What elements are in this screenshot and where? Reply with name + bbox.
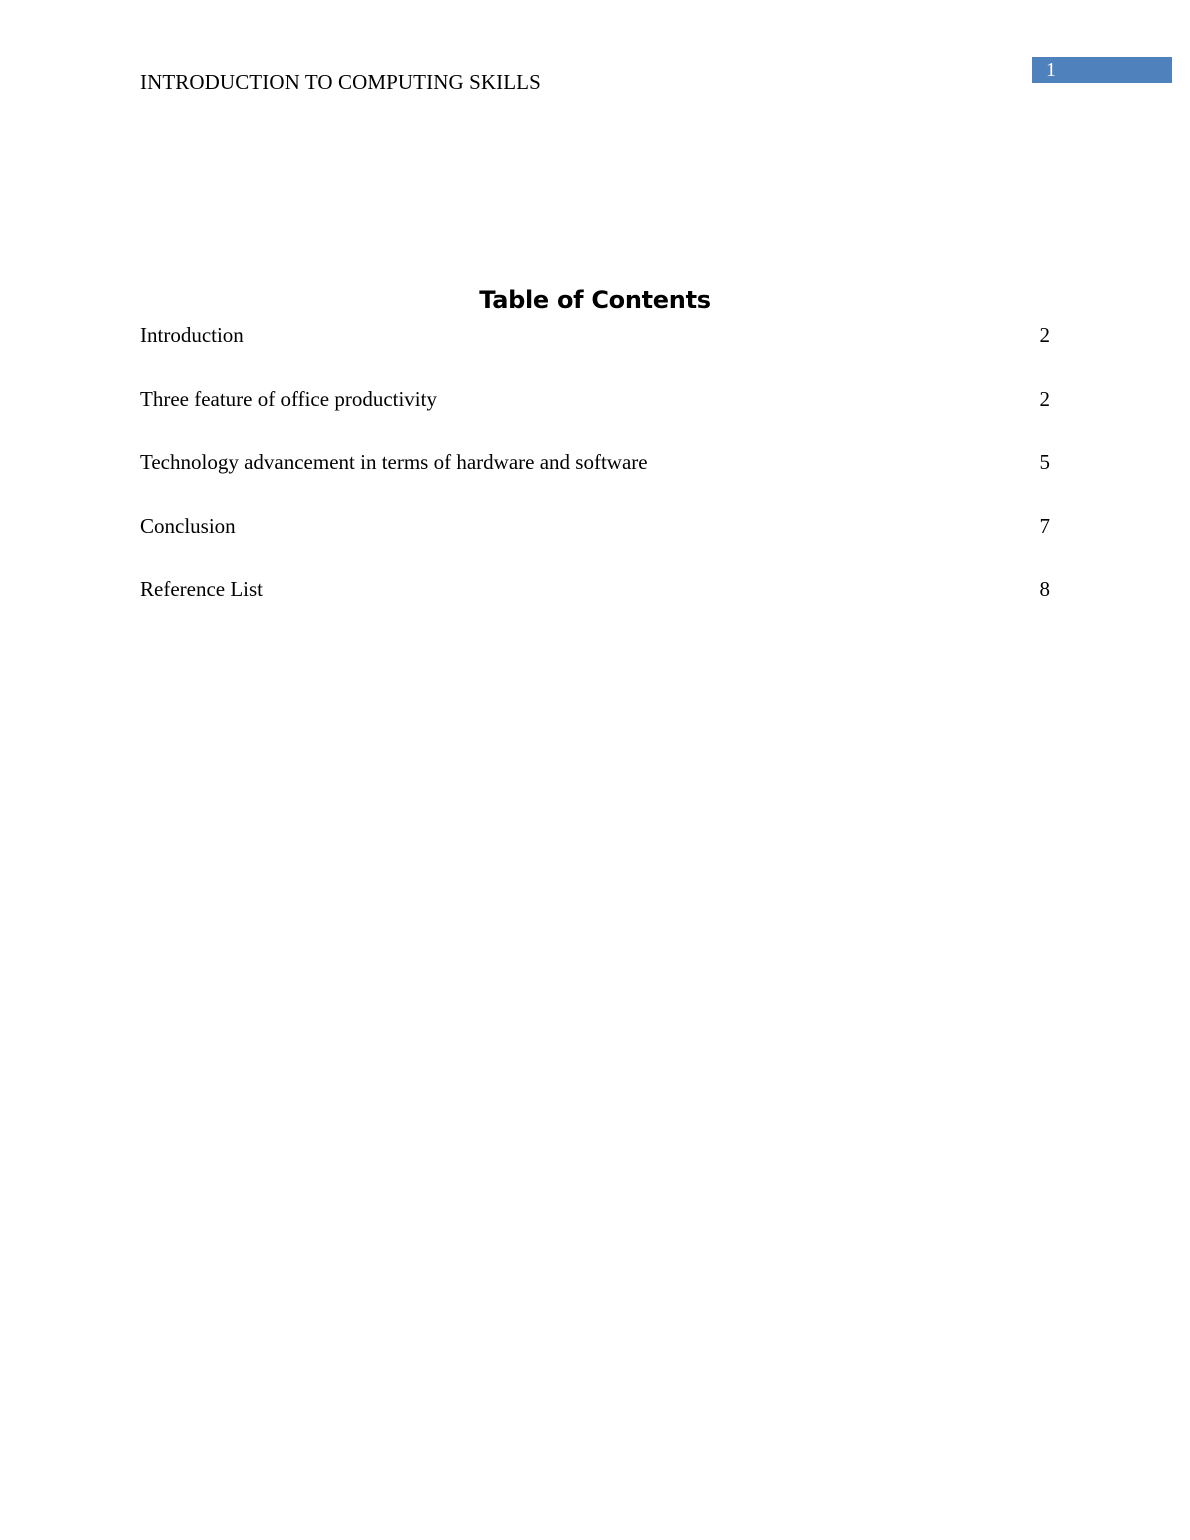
toc-entry-office-productivity[interactable] xyxy=(140,387,1050,451)
toc-list xyxy=(140,323,1050,641)
toc-entry-page: 8 xyxy=(1039,577,1050,601)
page-number-badge: 1 xyxy=(1032,57,1172,83)
toc-entry-label: Conclusion xyxy=(140,513,236,538)
toc-entry-page: 2 xyxy=(1039,323,1050,347)
toc-entry-label: Introduction xyxy=(140,323,244,347)
toc-title: Table of Contents xyxy=(479,286,711,314)
toc-entry-introduction[interactable] xyxy=(140,323,1050,387)
toc-entry-page: 2 xyxy=(1039,386,1050,411)
toc-entry-label: Three feature of office productivity xyxy=(140,386,437,411)
toc-entry-page: 5 xyxy=(1039,450,1050,474)
toc-entry-page: 7 xyxy=(1039,513,1050,538)
running-header-title: INTRODUCTION TO COMPUTING SKILLS xyxy=(140,70,541,94)
toc-entry-technology-advancement[interactable] xyxy=(140,450,1050,514)
toc-entry-label: Technology advancement in terms of hardware and software xyxy=(140,450,648,474)
toc-entry-label: Reference List xyxy=(140,577,264,601)
toc-entry-reference-list[interactable] xyxy=(140,577,1050,641)
toc-entry-conclusion[interactable] xyxy=(140,514,1050,578)
